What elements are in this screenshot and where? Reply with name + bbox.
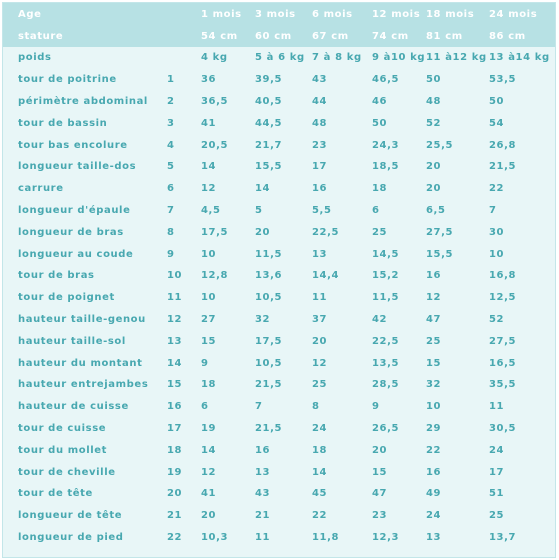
stature-value: 60 cm [255, 25, 312, 47]
measurement-number: 9 [167, 248, 175, 260]
measurement-value: 6 [201, 401, 209, 413]
measurement-value: 22 [489, 183, 505, 195]
measurement-value: 13 [426, 531, 442, 543]
measurement-label: périmètre abdominal [18, 95, 148, 107]
measurement-value: 17 [489, 466, 505, 478]
measurement-number: 2 [167, 95, 175, 107]
measurement-value: 39,5 [255, 74, 283, 86]
measurement-number: 19 [167, 466, 183, 478]
measurement-value: 11 [489, 401, 505, 413]
measurement-row [3, 156, 555, 178]
measurement-value: 18,5 [372, 161, 400, 173]
measurement-value: 36 [201, 74, 217, 86]
measurement-number: 1 [167, 74, 175, 86]
measurement-row [3, 221, 555, 243]
measurement-value: 10 [426, 401, 442, 413]
measurement-value: 10,5 [255, 357, 283, 369]
measurement-value: 11,5 [372, 292, 400, 304]
measurement-label: longueur de pied [18, 531, 124, 543]
measurement-value: 16,5 [489, 357, 517, 369]
age-value: 6 mois [312, 3, 372, 25]
measurement-value: 15,2 [372, 270, 400, 282]
measurement-value: 10 [489, 248, 505, 260]
measurement-value: 27,5 [426, 226, 454, 238]
measurement-row [3, 483, 555, 505]
measurement-value: 17,5 [201, 226, 229, 238]
measurement-number: 10 [167, 270, 183, 282]
measurement-value: 10,3 [201, 531, 229, 543]
measurement-value: 13,6 [255, 270, 283, 282]
size-chart [2, 2, 556, 558]
measurement-value: 16 [255, 444, 271, 456]
weight-label: poids [18, 52, 52, 64]
measurement-label: tour de poitrine [18, 74, 117, 86]
measurement-value: 47 [426, 313, 442, 325]
measurement-row [3, 527, 555, 549]
measurement-label: tour de bras [18, 270, 95, 282]
measurement-value: 50 [426, 74, 442, 86]
measurement-value: 9 [372, 401, 380, 413]
measurement-value: 14,5 [372, 248, 400, 260]
measurement-value: 46 [372, 95, 388, 107]
measurement-value: 47 [372, 488, 388, 500]
age-label: Age [3, 3, 167, 25]
measurement-value: 20 [312, 335, 328, 347]
measurement-value: 42 [372, 313, 388, 325]
measurement-value: 21,7 [255, 139, 283, 151]
measurement-row [3, 134, 555, 156]
measurement-value: 49 [426, 488, 442, 500]
measurement-value: 23 [312, 139, 328, 151]
measurement-value: 11,8 [312, 531, 340, 543]
measurement-value: 11,5 [255, 248, 283, 260]
measurement-value: 52 [426, 117, 442, 129]
measurement-label: hauteur entrejambes [18, 379, 149, 391]
measurement-value: 43 [312, 74, 328, 86]
measurement-value: 46,5 [372, 74, 400, 86]
size-table-body [3, 3, 555, 548]
measurement-value: 44,5 [255, 117, 283, 129]
age-value: 12 mois [372, 3, 426, 25]
measurement-value: 53,5 [489, 74, 517, 86]
measurement-value: 29 [426, 422, 442, 434]
measurement-value: 41 [201, 488, 217, 500]
measurement-value: 54 [489, 117, 505, 129]
measurement-value: 13,5 [372, 357, 400, 369]
measurement-value: 52 [489, 313, 505, 325]
measurement-number: 3 [167, 117, 175, 129]
measurement-row [3, 287, 555, 309]
measurement-value: 13 [255, 466, 271, 478]
measurement-value: 17,5 [255, 335, 283, 347]
measurement-value: 16 [312, 183, 328, 195]
stature-value: 86 cm [489, 25, 555, 47]
measurement-value: 15 [426, 357, 442, 369]
measurement-value: 18 [372, 183, 388, 195]
measurement-label: hauteur du montant [18, 357, 143, 369]
measurement-row [3, 200, 555, 222]
measurement-value: 22,5 [372, 335, 400, 347]
measurement-number: 11 [167, 292, 183, 304]
measurement-value: 25 [426, 335, 442, 347]
measurement-value: 8 [312, 401, 320, 413]
measurement-value: 5,5 [312, 204, 332, 216]
measurement-number: 17 [167, 422, 183, 434]
measurement-value: 10,5 [255, 292, 283, 304]
measurement-value: 20 [201, 510, 217, 522]
measurement-number: 7 [167, 204, 175, 216]
measurement-value: 6 [372, 204, 380, 216]
stature-value: 67 cm [312, 25, 372, 47]
measurement-value: 27,5 [489, 335, 517, 347]
weight-value: 5 à 6 kg [255, 52, 305, 64]
measurement-row [3, 178, 555, 200]
measurement-value: 16 [426, 270, 442, 282]
measurement-row [3, 418, 555, 440]
measurement-row [3, 265, 555, 287]
measurement-value: 19 [201, 422, 217, 434]
measurement-label: hauteur taille-genou [18, 313, 146, 325]
measurement-value: 18 [201, 379, 217, 391]
measurement-value: 15 [372, 466, 388, 478]
measurement-value: 48 [426, 95, 442, 107]
stature-label: stature [3, 25, 167, 47]
measurement-value: 24 [312, 422, 328, 434]
measurement-value: 43 [255, 488, 271, 500]
measurement-label: longueur d'épaule [18, 204, 131, 216]
measurement-value: 30,5 [489, 422, 517, 434]
measurement-value: 14 [201, 444, 217, 456]
measurement-row [3, 374, 555, 396]
measurement-value: 12,3 [372, 531, 400, 543]
weight-value: 11 à12 kg [426, 52, 487, 64]
measurement-row [3, 505, 555, 527]
measurement-label: tour de cuisse [18, 422, 107, 434]
measurement-row [3, 396, 555, 418]
measurement-value: 22,5 [312, 226, 340, 238]
measurement-value: 26,8 [489, 139, 517, 151]
measurement-value: 26,5 [372, 422, 400, 434]
measurement-value: 12 [201, 466, 217, 478]
measurement-value: 12 [201, 183, 217, 195]
measurement-label: tour du mollet [18, 444, 108, 456]
measurement-value: 6,5 [426, 204, 446, 216]
measurement-number: 13 [167, 335, 183, 347]
measurement-row [3, 439, 555, 461]
measurement-value: 5 [255, 204, 263, 216]
measurement-value: 20 [426, 183, 442, 195]
measurement-label: longueur au coude [18, 248, 134, 260]
measurement-label: carrure [18, 183, 64, 195]
weight-value: 7 à 8 kg [312, 52, 362, 64]
stature-value: 74 cm [372, 25, 426, 47]
measurement-value: 21 [255, 510, 271, 522]
measurement-value: 30 [489, 226, 505, 238]
measurement-value: 11 [255, 531, 271, 543]
measurement-value: 32 [255, 313, 271, 325]
weight-value: 9 à10 kg [372, 52, 426, 64]
measurement-value: 17 [312, 161, 328, 173]
measurement-value: 14 [312, 466, 328, 478]
measurement-row [3, 112, 555, 134]
measurement-row [3, 309, 555, 331]
measurement-value: 25 [372, 226, 388, 238]
measurement-value: 16,8 [489, 270, 517, 282]
measurement-value: 10 [201, 248, 217, 260]
measurement-value: 24 [426, 510, 442, 522]
age-value: 1 mois [201, 3, 255, 25]
measurement-label: hauteur taille-sol [18, 335, 126, 347]
measurement-label: tour de bassin [18, 117, 108, 129]
measurement-number: 16 [167, 401, 183, 413]
age-value: 3 mois [255, 3, 312, 25]
age-row [3, 3, 555, 25]
measurement-label: hauteur de cuisse [18, 401, 129, 413]
measurement-value: 41 [201, 117, 217, 129]
measurement-value: 13,7 [489, 531, 517, 543]
measurement-number: 20 [167, 488, 183, 500]
measurement-value: 21,5 [255, 379, 283, 391]
measurement-value: 14 [201, 161, 217, 173]
measurement-number: 22 [167, 531, 183, 543]
measurement-value: 16 [426, 466, 442, 478]
measurement-value: 14 [255, 183, 271, 195]
measurement-value: 45 [312, 488, 328, 500]
measurement-label: longueur de bras [18, 226, 124, 238]
measurement-row [3, 91, 555, 113]
stature-value: 81 cm [426, 25, 489, 47]
measurement-value: 22 [426, 444, 442, 456]
measurement-value: 32 [426, 379, 442, 391]
measurement-value: 12,5 [489, 292, 517, 304]
measurement-value: 15,5 [255, 161, 283, 173]
stature-value: 54 cm [201, 25, 255, 47]
stature-row [3, 25, 555, 47]
measurement-number: 15 [167, 379, 183, 391]
measurement-label: tour de tête [18, 488, 93, 500]
measurement-number: 12 [167, 313, 183, 325]
measurement-value: 23 [372, 510, 388, 522]
measurement-number: 21 [167, 510, 183, 522]
measurement-value: 24 [489, 444, 505, 456]
measurement-value: 20 [372, 444, 388, 456]
measurement-value: 37 [312, 313, 328, 325]
measurement-value: 50 [372, 117, 388, 129]
weight-value: 13 à14 kg [489, 52, 550, 64]
weight-row [3, 47, 555, 69]
measurement-row [3, 461, 555, 483]
measurement-value: 20 [255, 226, 271, 238]
size-table [3, 3, 555, 548]
age-value: 24 mois [489, 3, 555, 25]
measurement-number: 5 [167, 161, 175, 173]
measurement-value: 4,5 [201, 204, 221, 216]
measurement-number: 8 [167, 226, 175, 238]
measurement-number: 14 [167, 357, 183, 369]
age-value: 18 mois [426, 3, 489, 25]
measurement-value: 12 [426, 292, 442, 304]
measurement-value: 12,8 [201, 270, 229, 282]
measurement-value: 11 [312, 292, 328, 304]
measurement-value: 44 [312, 95, 328, 107]
measurement-value: 20,5 [201, 139, 229, 151]
measurement-value: 40,5 [255, 95, 283, 107]
measurement-value: 22 [312, 510, 328, 522]
measurement-value: 12 [312, 357, 328, 369]
measurement-value: 35,5 [489, 379, 517, 391]
measurement-value: 50 [489, 95, 505, 107]
measurement-value: 25 [312, 379, 328, 391]
measurement-row [3, 352, 555, 374]
measurement-value: 7 [255, 401, 263, 413]
measurement-value: 27 [201, 313, 217, 325]
measurement-value: 20 [426, 161, 442, 173]
measurement-value: 14,4 [312, 270, 340, 282]
measurement-value: 21,5 [489, 161, 517, 173]
measurement-value: 10 [201, 292, 217, 304]
measurement-value: 18 [312, 444, 328, 456]
measurement-number: 6 [167, 183, 175, 195]
measurement-number: 4 [167, 139, 175, 151]
measurement-value: 48 [312, 117, 328, 129]
measurement-label: tour de poignet [18, 292, 115, 304]
measurement-label: longueur de tête [18, 510, 123, 522]
measurement-label: longueur taille-dos [18, 161, 137, 173]
measurement-label: tour de cheville [18, 466, 116, 478]
measurement-value: 13 [312, 248, 328, 260]
measurement-number: 18 [167, 444, 183, 456]
measurement-label: tour bas encolure [18, 139, 128, 151]
measurement-value: 25,5 [426, 139, 454, 151]
measurement-value: 51 [489, 488, 505, 500]
measurement-value: 7 [489, 204, 497, 216]
measurement-value: 24,3 [372, 139, 400, 151]
measurement-value: 15,5 [426, 248, 454, 260]
measurement-row [3, 69, 555, 91]
measurement-row [3, 330, 555, 352]
weight-value: 4 kg [201, 52, 228, 64]
measurement-value: 9 [201, 357, 209, 369]
measurement-value: 25 [489, 510, 505, 522]
measurement-value: 21,5 [255, 422, 283, 434]
measurement-value: 15 [201, 335, 217, 347]
measurement-row [3, 243, 555, 265]
measurement-value: 28,5 [372, 379, 400, 391]
measurement-value: 36,5 [201, 95, 229, 107]
